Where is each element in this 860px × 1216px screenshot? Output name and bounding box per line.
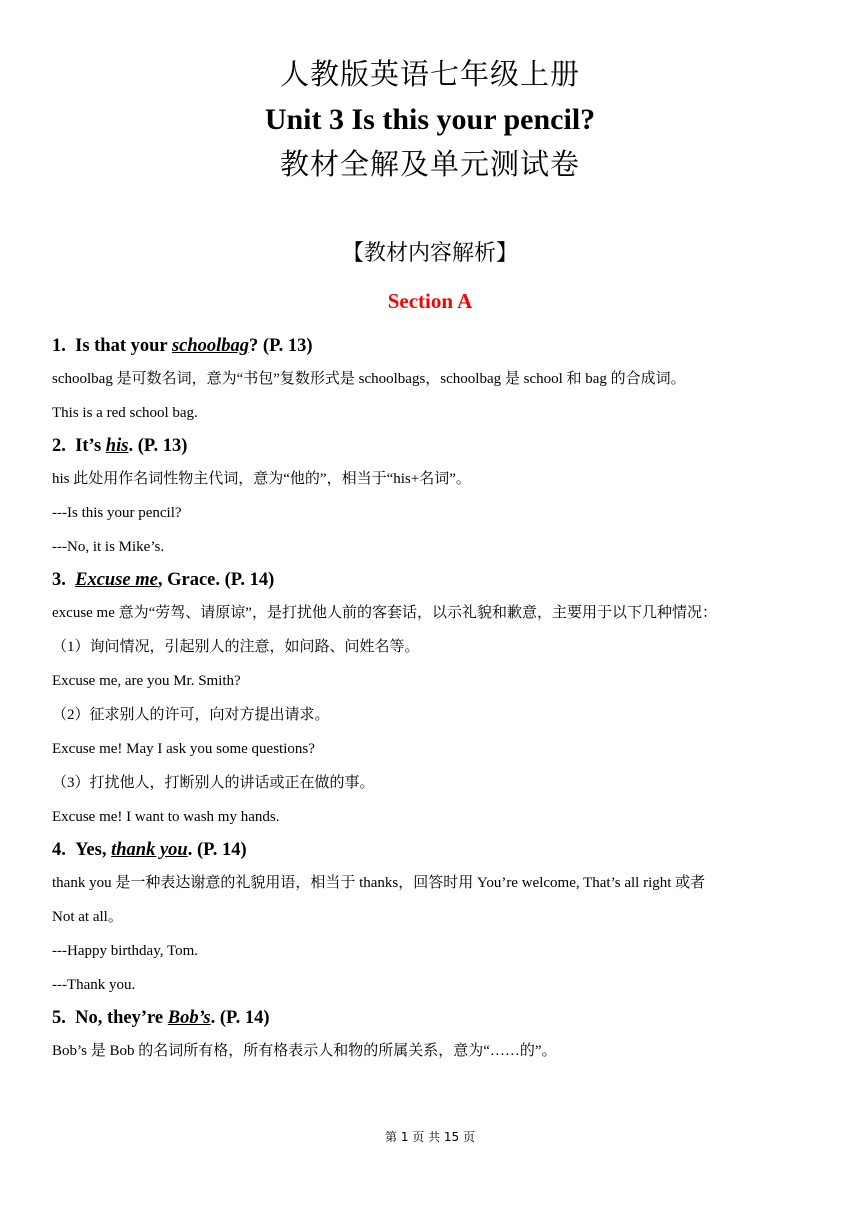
item-line: ---No, it is Mike’s.	[52, 539, 165, 555]
item-heading	[52, 564, 822, 596]
item-heading	[52, 330, 822, 362]
item-number: 1.	[52, 336, 66, 356]
page-footer: 第 1 页 共 15 页	[385, 1130, 475, 1144]
item-line: This is a red school bag.	[52, 405, 198, 421]
item-keyword: his	[105, 436, 129, 456]
item-number: 4.	[52, 840, 66, 860]
item-2	[52, 430, 822, 564]
title-line-1: 人教版英语七年级上册	[279, 57, 580, 91]
item-line: （3）打扰他人，打断别人的讲话或正在做的事。	[52, 775, 375, 791]
item-5	[52, 1002, 822, 1068]
title-line-3: 教材全解及单元测试卷	[279, 147, 580, 181]
item-line: （1）询问情况，引起别人的注意，如问路、问姓名等。	[52, 639, 420, 655]
item-number: 3.	[52, 570, 66, 590]
item-heading-post: . (P. 14)	[210, 1008, 270, 1028]
item-heading-pre: No, they’re	[75, 1008, 168, 1028]
item-4	[52, 834, 822, 1002]
item-heading-pre: Is that your	[75, 336, 172, 356]
item-heading	[52, 430, 822, 462]
item-number: 2.	[52, 436, 66, 456]
item-line: schoolbag 是可数名词，意为“书包”复数形式是 schoolbags，schoolbag 是 school 和 bag 的合成词。	[52, 371, 686, 387]
item-line: （2）征求别人的许可，向对方提出请求。	[52, 707, 330, 723]
section-a-heading: Section A	[387, 289, 473, 313]
item-heading-pre: It’s	[75, 436, 106, 456]
item-heading-post: , Grace. (P. 14)	[157, 570, 275, 590]
item-heading	[52, 834, 822, 866]
item-line: ---Thank you.	[52, 977, 136, 993]
item-line: excuse me 意为“劳驾、请原谅”，是打扰他人前的客套话，以示礼貌和歉意，主要用于以下几种情况：	[52, 605, 717, 621]
item-keyword: Bob’s	[167, 1008, 211, 1028]
content-body	[52, 330, 822, 1068]
item-line: Excuse me! I want to wash my hands.	[52, 809, 280, 825]
item-3	[52, 564, 822, 834]
item-heading-post: . (P. 14)	[187, 840, 247, 860]
item-line: Bob’s 是 Bob 的名词所有格，所有格表示人和物的所属关系，意为“……的”。	[52, 1043, 557, 1059]
item-line: his 此处用作名词性物主代词，意为“他的”，相当于“his+名词”。	[52, 471, 471, 487]
item-line: Excuse me! May I ask you some questions?	[52, 741, 315, 757]
item-heading	[52, 1002, 822, 1034]
item-line: Not at all。	[52, 909, 123, 925]
item-line: Excuse me, are you Mr. Smith?	[52, 673, 241, 689]
document-title	[0, 52, 860, 187]
item-heading-post: ? (P. 13)	[249, 336, 313, 356]
title-line-2: Unit 3 Is this your pencil?	[264, 103, 596, 136]
item-heading-post: . (P. 13)	[128, 436, 188, 456]
item-keyword: thank you	[111, 840, 188, 860]
item-line: ---Is this your pencil?	[52, 505, 182, 521]
item-line: ---Happy birthday, Tom.	[52, 943, 199, 959]
item-keyword: Excuse me	[75, 570, 158, 590]
item-number: 5.	[52, 1008, 66, 1028]
section-heading: 【教材内容解析】	[341, 241, 518, 266]
item-heading-pre: Yes,	[75, 840, 112, 860]
item-line: thank you 是一种表达谢意的礼貌用语，相当于 thanks，回答时用 You’re welcome, That’s all right 或者	[52, 875, 706, 891]
item-1	[52, 330, 822, 430]
item-keyword: schoolbag	[171, 336, 250, 356]
